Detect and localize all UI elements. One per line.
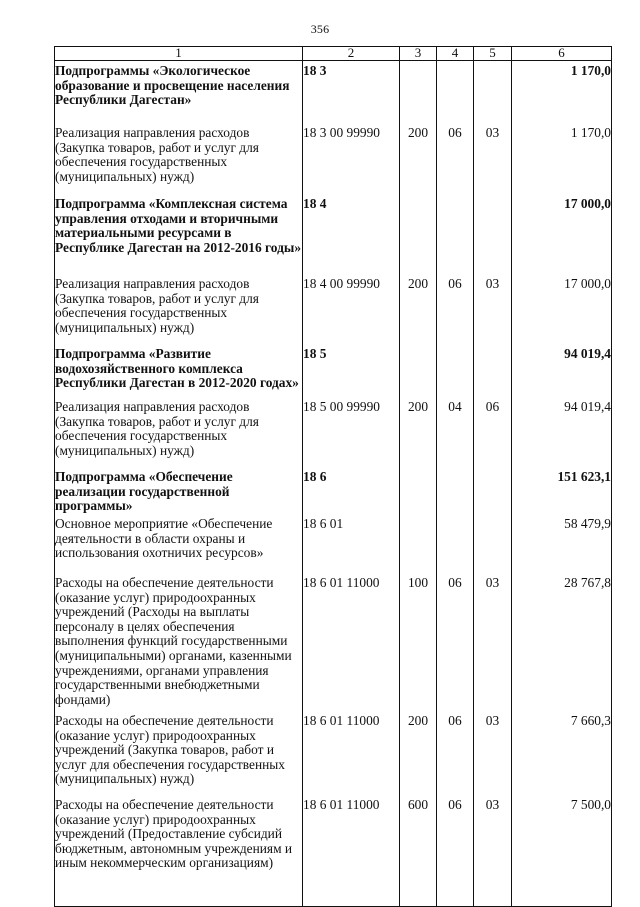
row-rz: 04 (437, 400, 474, 470)
row-vr: 200 (400, 277, 437, 347)
table-row (55, 714, 612, 798)
row-sum: 7 500,0 (512, 798, 612, 907)
table-row (55, 347, 612, 400)
column-header-3: 3 (400, 47, 437, 61)
column-header-6: 6 (512, 47, 612, 61)
row-pr: 03 (474, 576, 512, 714)
row-pr: 06 (474, 400, 512, 470)
row-rz: 06 (437, 714, 474, 798)
table-row (55, 400, 612, 470)
column-header-4: 4 (437, 47, 474, 61)
row-code: 18 6 01 11000 (303, 798, 400, 907)
row-sum: 1 170,0 (512, 126, 612, 197)
row-rz (437, 61, 474, 127)
row-pr: 03 (474, 277, 512, 347)
page-number: 356 (310, 22, 330, 36)
table-row (55, 277, 612, 347)
row-code: 18 4 (303, 197, 400, 277)
row-sum: 1 170,0 (512, 61, 612, 127)
row-sum: 17 000,0 (512, 277, 612, 347)
row-name: Реализация направления расходов (Закупка товаров, работ и услуг для обеспечения государственных (муниципальных) нужд) (55, 126, 303, 197)
row-rz: 06 (437, 126, 474, 197)
row-pr: 03 (474, 714, 512, 798)
row-vr: 100 (400, 576, 437, 714)
column-header-5: 5 (474, 47, 512, 61)
row-code: 18 5 (303, 347, 400, 400)
row-vr: 200 (400, 400, 437, 470)
budget-table (54, 46, 612, 907)
row-code: 18 6 01 (303, 517, 400, 576)
row-name: Расходы на обеспечение деятельности (оказание услуг) природоохранных учреждений (Расходы на выплаты персоналу в целях обеспечения выполнения функций государственными (муниципальными) органами, казенными учреждениями, органами управления государственными внебюджетными фондами) (55, 576, 303, 714)
row-pr (474, 517, 512, 576)
header-row (55, 47, 612, 61)
row-sum: 7 660,3 (512, 714, 612, 798)
row-rz (437, 470, 474, 517)
table-row (55, 517, 612, 576)
row-name: Подпрограммы «Экологическое образование и просвещение населения Республики Дагестан» (55, 61, 303, 127)
row-sum: 58 479,9 (512, 517, 612, 576)
row-sum: 151 623,1 (512, 470, 612, 517)
table-row (55, 126, 612, 197)
row-pr (474, 347, 512, 400)
column-header-1: 1 (55, 47, 303, 61)
row-pr (474, 197, 512, 277)
row-name: Подпрограмма «Развитие водохозяйственного комплекса Республики Дагестан в 2012-2020 годах» (55, 347, 303, 400)
table-row (55, 470, 612, 517)
row-code: 18 3 (303, 61, 400, 127)
row-vr: 600 (400, 798, 437, 907)
table-row (55, 798, 612, 907)
row-vr (400, 517, 437, 576)
row-code: 18 6 (303, 470, 400, 517)
row-rz: 06 (437, 277, 474, 347)
column-header-2: 2 (303, 47, 400, 61)
row-name: Основное мероприятие «Обеспечение деятельности в области охраны и использования охотничих ресурсов» (55, 517, 303, 576)
table-row (55, 61, 612, 127)
row-rz (437, 197, 474, 277)
row-vr (400, 470, 437, 517)
row-code: 18 6 01 11000 (303, 714, 400, 798)
row-vr (400, 347, 437, 400)
row-vr (400, 197, 437, 277)
table-row (55, 197, 612, 277)
row-rz: 06 (437, 576, 474, 714)
row-name: Реализация направления расходов (Закупка товаров, работ и услуг для обеспечения государственных (муниципальных) нужд) (55, 277, 303, 347)
row-vr (400, 61, 437, 127)
row-pr (474, 470, 512, 517)
row-pr (474, 61, 512, 127)
row-rz (437, 347, 474, 400)
table-body (55, 61, 612, 907)
row-sum: 28 767,8 (512, 576, 612, 714)
row-pr: 03 (474, 798, 512, 907)
row-code: 18 3 00 99990 (303, 126, 400, 197)
row-vr: 200 (400, 714, 437, 798)
row-pr: 03 (474, 126, 512, 197)
row-name: Реализация направления расходов (Закупка товаров, работ и услуг для обеспечения государственных (муниципальных) нужд) (55, 400, 303, 470)
row-code: 18 6 01 11000 (303, 576, 400, 714)
row-code: 18 5 00 99990 (303, 400, 400, 470)
row-name: Подпрограмма «Обеспечение реализации государственной программы» (55, 470, 303, 517)
row-name: Расходы на обеспечение деятельности (оказание услуг) природоохранных учреждений (Закупка товаров, работ и услуг для обеспечения государственных (муниципальных) нужд) (55, 714, 303, 798)
row-code: 18 4 00 99990 (303, 277, 400, 347)
row-sum: 17 000,0 (512, 197, 612, 277)
table-header (55, 47, 612, 61)
row-name: Расходы на обеспечение деятельности (оказание услуг) природоохранных учреждений (Предоставление субсидий бюджетным, автономным учреждениям и иным некоммерческим организациям) (55, 798, 303, 907)
row-name: Подпрограмма «Комплексная система управления отходами и вторичными материальными ресурсами в Республике Дагестан на 2012-2016 годы» (55, 197, 303, 277)
table-row (55, 576, 612, 714)
row-rz (437, 517, 474, 576)
row-rz: 06 (437, 798, 474, 907)
row-sum: 94 019,4 (512, 400, 612, 470)
row-vr: 200 (400, 126, 437, 197)
row-sum: 94 019,4 (512, 347, 612, 400)
